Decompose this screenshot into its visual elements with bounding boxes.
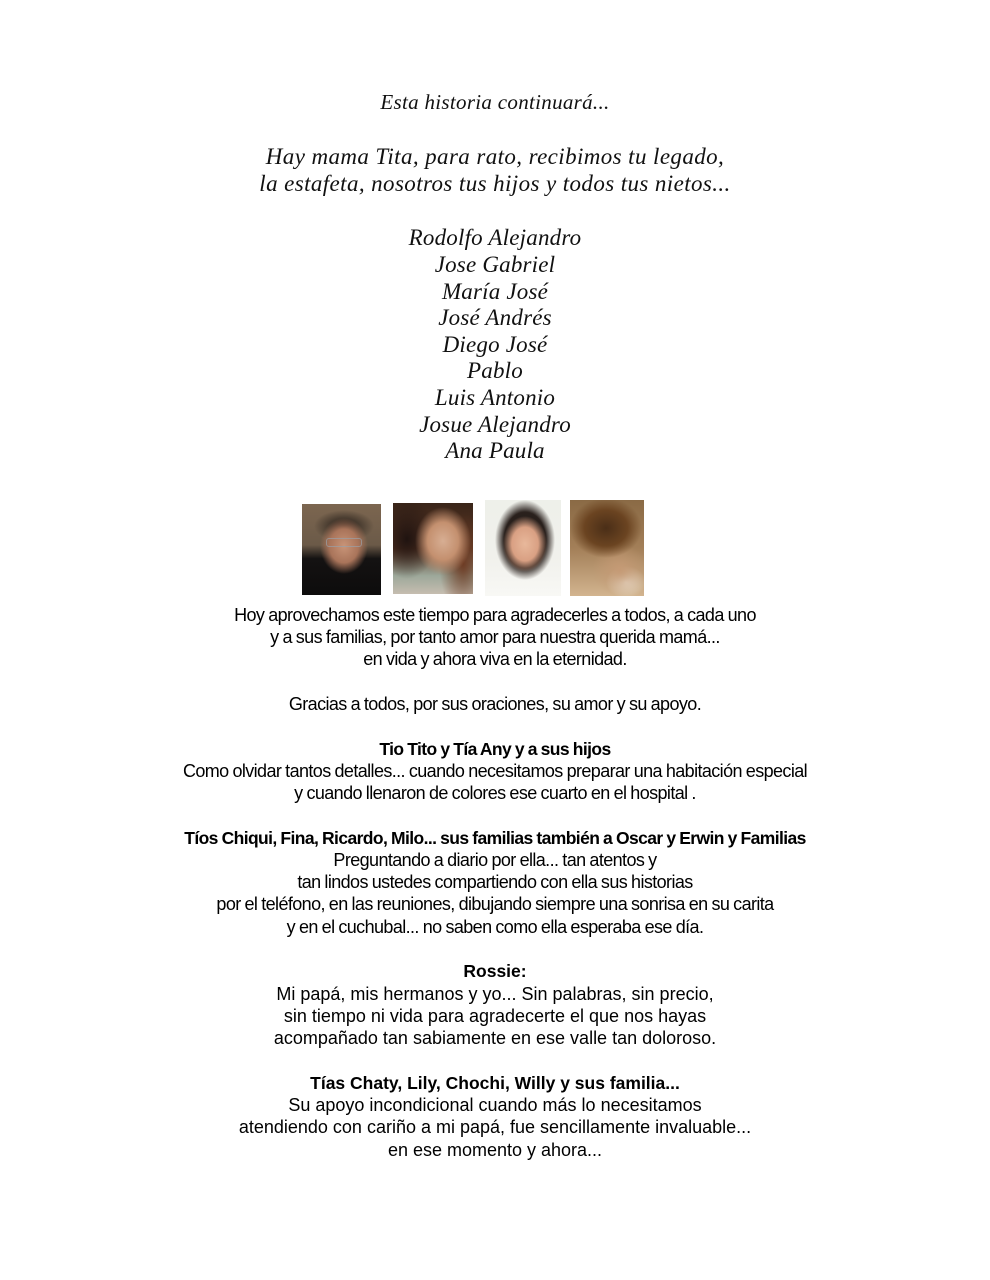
section-line: atendiendo con cariño a mi papá, fue sencillamente invaluable... bbox=[238, 1117, 752, 1137]
section-line: sin tiempo ni vida para agradecerte el que nos hayas bbox=[283, 1006, 707, 1026]
photo-man-glasses bbox=[302, 504, 381, 595]
section-heading: Rossie: bbox=[463, 961, 527, 981]
section-line: Como olvidar tantos detalles... cuando necesitamos preparar una habitación especial bbox=[182, 761, 808, 781]
section-line: y cuando llenaron de colores ese cuarto en el hospital . bbox=[294, 783, 696, 803]
section-line: tan lindos ustedes compartiendo con ella sus historias bbox=[297, 872, 693, 892]
grandchild-name: Jose Gabriel bbox=[434, 252, 556, 277]
section-line: Mi papá, mis hermanos y yo... Sin palabras, sin precio, bbox=[276, 984, 714, 1004]
thanks-line: Hoy aprovechamos este tiempo para agradecerles a todos, a cada uno bbox=[234, 605, 756, 625]
thanks-line: y a sus familias, por tanto amor para nuestra querida mamá... bbox=[270, 627, 720, 647]
story-continues-title: Esta historia continuará... bbox=[380, 90, 610, 114]
section-line: Preguntando a diario por ella... tan atentos y bbox=[333, 850, 657, 870]
section-heading: Tías Chaty, Lily, Chochi, Willy y sus familia... bbox=[310, 1073, 680, 1093]
photo-child-sepia bbox=[570, 500, 644, 596]
grandchild-name: José Andrés bbox=[438, 305, 552, 330]
verse-line-2: la estafeta, nosotros tus hijos y todos tus nietos... bbox=[259, 171, 731, 196]
section-line: y en el cuchubal... no saben como ella esperaba ese día. bbox=[286, 917, 704, 937]
section-line: acompañado tan sabiamente en ese valle tan doloroso. bbox=[273, 1028, 717, 1048]
section-line: Su apoyo incondicional cuando más lo necesitamos bbox=[288, 1095, 702, 1115]
section-heading: Tíos Chiqui, Fina, Ricardo, Milo... sus familias también a Oscar y Erwin y Familias bbox=[184, 828, 806, 848]
grandchild-name: Rodolfo Alejandro bbox=[408, 225, 582, 250]
section-line: en ese momento y ahora... bbox=[387, 1140, 603, 1160]
section-line: por el teléfono, en las reuniones, dibujando siempre una sonrisa en su carita bbox=[216, 894, 774, 914]
grandchild-name: Ana Paula bbox=[445, 438, 545, 463]
verse-line-1: Hay mama Tita, para rato, recibimos tu legado, bbox=[265, 144, 725, 169]
section-heading: Tio Tito y Tía Any y a sus hijos bbox=[379, 739, 611, 759]
grandchild-name: Diego José bbox=[442, 332, 548, 357]
grandchild-name: Josue Alejandro bbox=[419, 412, 571, 437]
grandchild-name: Pablo bbox=[467, 358, 523, 383]
thanks-closing: Gracias a todos, por sus oraciones, su amor y su apoyo. bbox=[288, 694, 702, 714]
photo-young-woman bbox=[393, 503, 473, 594]
photo-woman-smiling bbox=[485, 500, 561, 596]
grandchild-name: Luis Antonio bbox=[434, 385, 556, 410]
thanks-line: en vida y ahora viva en la eternidad. bbox=[363, 649, 627, 669]
grandchild-name: María José bbox=[441, 279, 549, 304]
